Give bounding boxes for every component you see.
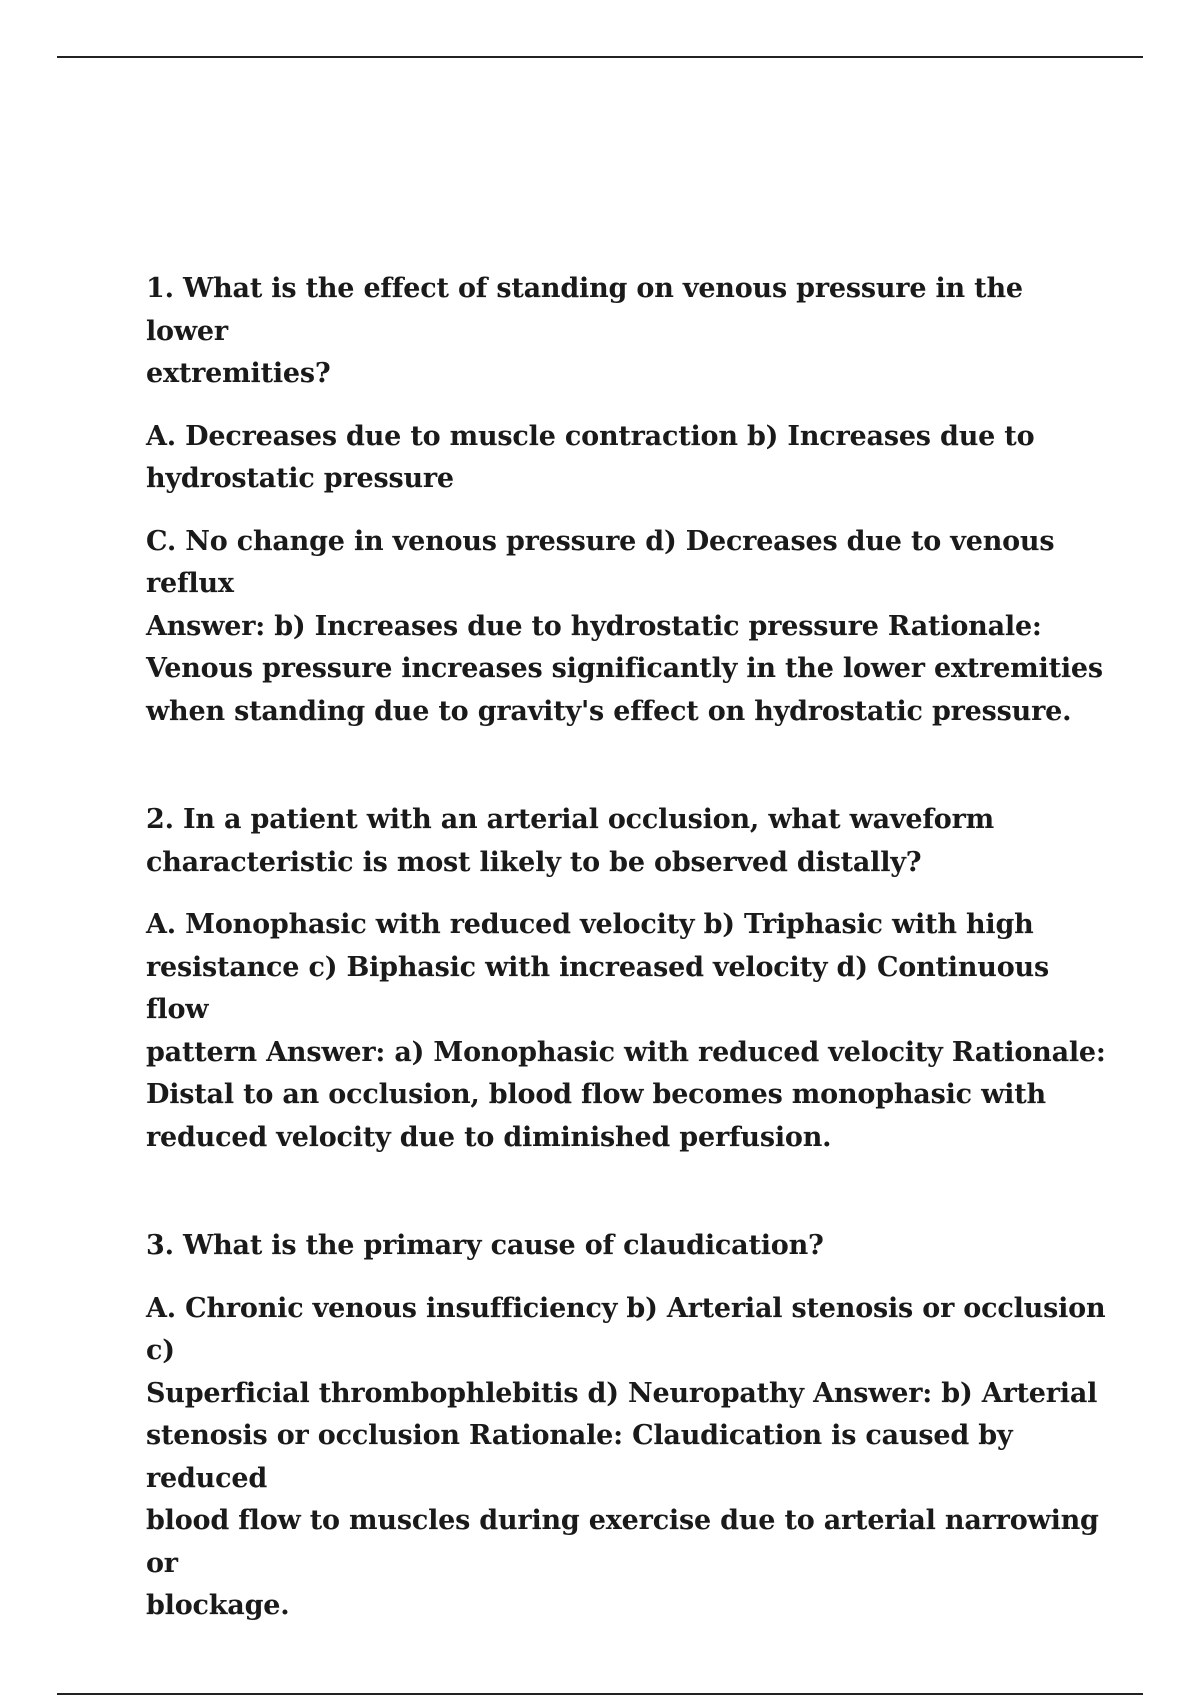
document-body [146,268,1106,1628]
question-1 [146,268,1106,733]
question-3-options-answer [146,1288,1106,1628]
question-2-line-2: characteristic is most likely to be observed distally? [146,846,922,878]
question-1-answer-line-3: Venous pressure increases significantly in the lower extremities [146,653,1103,684]
question-2-text [146,799,1106,884]
question-1-answer-rationale [146,521,1106,734]
question-1-line-2: extremities? [146,358,331,389]
question-1-options [146,416,1106,501]
question-1-answer-line-4: when standing due to gravity's effect on hydrostatic pressure. [146,695,1072,727]
question-2-options-line-2: resistance c) Biphasic with increased velocity d) Continuous flow [146,951,1049,1025]
question-2-options-answer [146,904,1106,1159]
question-3-line-1: 3. What is the primary cause of claudication? [146,1230,824,1261]
bottom-divider [57,1693,1143,1695]
question-3 [146,1225,1106,1628]
question-2-options-line-4: Distal to an occlusion, blood flow becomes monophasic with [146,1079,1046,1110]
question-2-options-line-3: pattern Answer: a) Monophasic with reduced velocity Rationale: [146,1036,1106,1068]
question-2-line-1: 2. In a patient with an arterial occlusion, what waveform [146,804,994,835]
question-1-text [146,268,1106,396]
question-3-options-line-3: stenosis or occlusion Rationale: Claudication is caused by reduced [146,1420,1013,1494]
question-1-line-1: 1. What is the effect of standing on venous pressure in the lower [146,273,1023,347]
question-3-options-line-2: Superficial thrombophlebitis d) Neuropathy Answer: b) Arterial [146,1377,1098,1409]
question-1-options-line-1: A. Decreases due to muscle contraction b) Increases due to [146,420,1035,452]
question-2 [146,799,1106,1159]
question-1-options-line-2: hydrostatic pressure [146,463,454,494]
question-3-options-line-5: blockage. [146,1590,290,1621]
question-3-options-line-4: blood flow to muscles during exercise due to arterial narrowing or [146,1505,1099,1579]
question-2-options-line-1: A. Monophasic with reduced velocity b) Triphasic with high [146,909,1034,940]
question-3-options-line-1: A. Chronic venous insufficiency b) Arterial stenosis or occlusion c) [146,1292,1106,1366]
question-1-answer-line-1: C. No change in venous pressure d) Decreases due to venous reflux [146,525,1055,599]
question-1-answer-line-2: Answer: b) Increases due to hydrostatic pressure Rationale: [146,610,1042,642]
top-divider [57,56,1143,58]
question-3-text [146,1225,1106,1268]
question-2-options-line-5: reduced velocity due to diminished perfusion. [146,1121,832,1153]
